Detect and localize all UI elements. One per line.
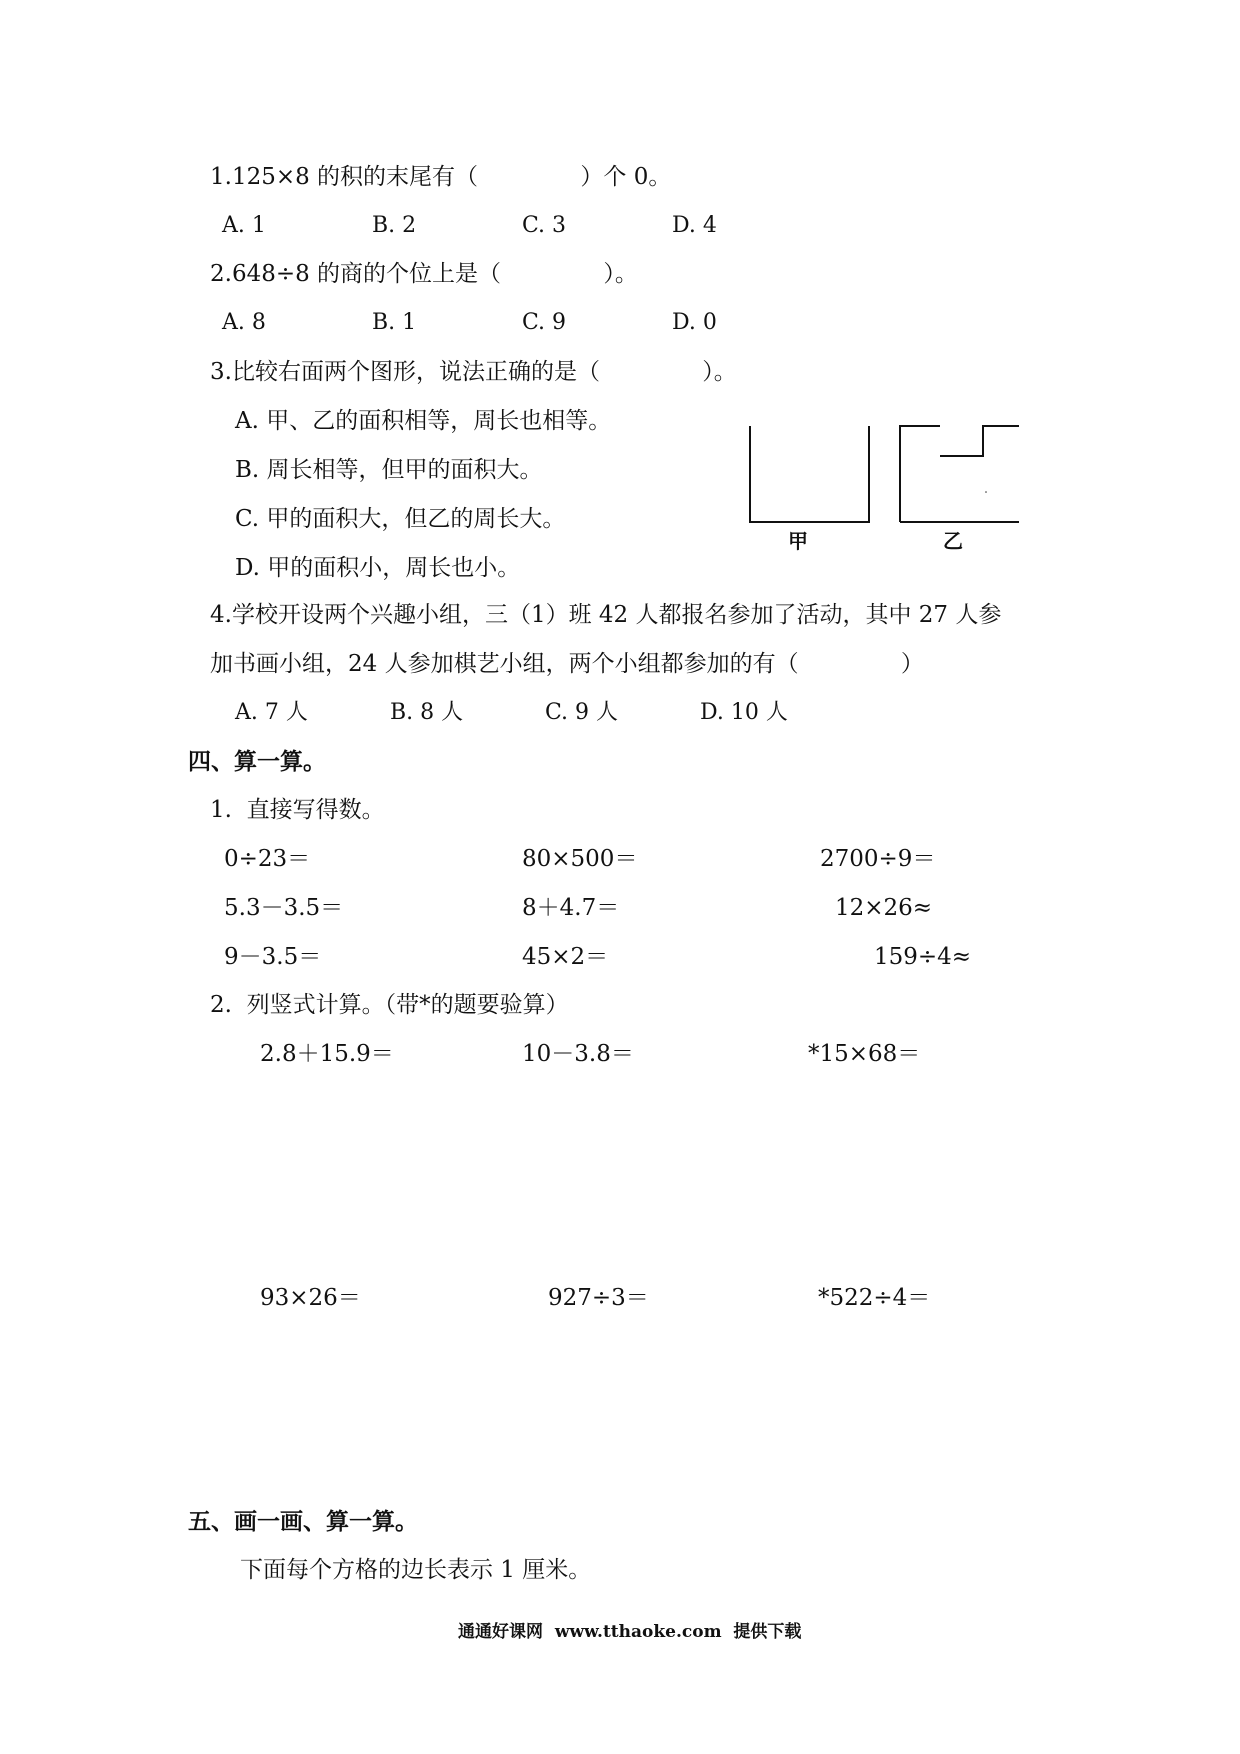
q4-option-b: B. 8 人 <box>390 700 464 725</box>
figure-jia <box>748 425 873 525</box>
q1-option-a: A. 1 <box>222 213 266 238</box>
vertical-calc-item: 10－3.8＝ <box>522 1041 634 1067</box>
section5-heading: 五、画一画、算一算。 <box>188 1508 418 1535</box>
q2-option-a: A. 8 <box>222 310 266 335</box>
section4-heading: 四、算一算。 <box>188 748 326 775</box>
figure-yi <box>898 425 1023 525</box>
q3-option-c: C. 甲的面积大，但乙的周长大。 <box>235 506 566 532</box>
vertical-calc-item: 93×26＝ <box>260 1285 361 1311</box>
figure-jia-label: 甲 <box>788 529 808 553</box>
oral-calc-item: 0÷23＝ <box>224 846 311 872</box>
q2-stem: 2.648÷8 的商的个位上是（ ）。 <box>210 261 638 287</box>
oral-calc-item: 2700÷9＝ <box>820 846 936 872</box>
q1-option-b: B. 2 <box>372 213 417 238</box>
q3-stem: 3.比较右面两个图形，说法正确的是（ ）。 <box>210 359 737 385</box>
vertical-calc-item: 2.8＋15.9＝ <box>260 1041 394 1067</box>
q4-stem-line2: 加书画小组，24 人参加棋艺小组，两个小组都参加的有（ ） <box>210 651 924 677</box>
oral-calc-item: 45×2＝ <box>522 944 609 970</box>
q4-stem-line1: 4.学校开设两个兴趣小组，三（1）班 42 人都报名参加了活动，其中 27 人参 <box>210 602 1002 628</box>
section4-part1-title: 1. 直接写得数。 <box>210 797 385 823</box>
q1-stem: 1.125×8 的积的末尾有（ ）个 0。 <box>210 164 672 190</box>
oral-calc-item: 80×500＝ <box>522 846 638 872</box>
q3-option-b: B. 周长相等，但甲的面积大。 <box>235 457 543 483</box>
oral-calc-item: 5.3－3.5＝ <box>224 895 344 921</box>
vertical-calc-item: *15×68＝ <box>808 1041 921 1067</box>
q2-option-d: D. 0 <box>672 310 717 335</box>
q2-option-c: C. 9 <box>522 310 567 335</box>
vertical-calc-item: 927÷3＝ <box>548 1285 649 1311</box>
oral-calc-item: 8＋4.7＝ <box>522 895 620 921</box>
q3-option-a: A. 甲、乙的面积相等，周长也相等。 <box>235 408 612 434</box>
q4-option-d: D. 10 人 <box>700 700 788 725</box>
q4-option-a: A. 7 人 <box>235 700 308 725</box>
section5-intro: 下面每个方格的边长表示 1 厘米。 <box>240 1557 592 1583</box>
oral-calc-item: 9－3.5＝ <box>224 944 322 970</box>
oral-calc-item: 12×26≈ <box>835 895 933 921</box>
q2-option-b: B. 1 <box>372 310 417 335</box>
oral-calc-item: 159÷4≈ <box>874 944 972 970</box>
section4-part2-title: 2. 列竖式计算。（带*的题要验算） <box>210 992 569 1018</box>
vertical-calc-item: *522÷4＝ <box>818 1285 931 1311</box>
figure-yi-label: 乙 <box>943 529 963 553</box>
q3-option-d: D. 甲的面积小，周长也小。 <box>235 555 521 581</box>
footer-text: 通通好课网 www.tthaoke.com 提供下载 <box>458 1622 802 1642</box>
q4-option-c: C. 9 人 <box>545 700 619 725</box>
q1-option-d: D. 4 <box>672 213 717 238</box>
q1-option-c: C. 3 <box>522 213 567 238</box>
